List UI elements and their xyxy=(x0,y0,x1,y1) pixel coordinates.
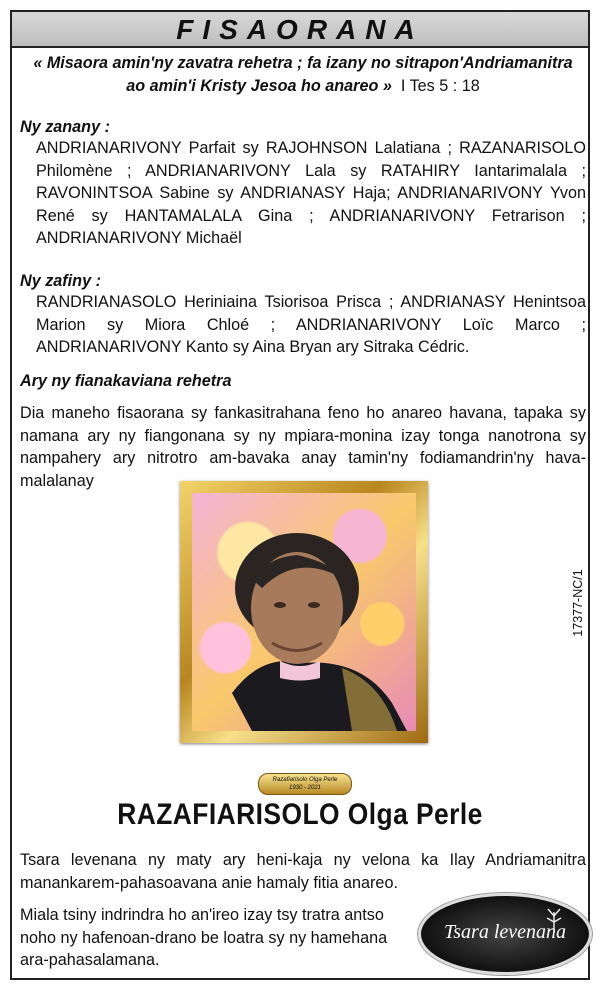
flower-icon xyxy=(539,904,569,934)
children-list: ANDRIANARIVONY Parfait sy RAJOHNSON Lalatiana ; RAZANARISOLO Philomène ; ANDRIANARIVONY Lala sy RATAHIRY Iantarimalala ; RAVONINTSOA Sabine sy ANDRIANASY Haja; ANDRIANARIVONY Yvon René sy HANTAMALALA Gina ; ANDRIANARIVONY Fetrarison ; ANDRIANARIVONY Michaël xyxy=(36,139,586,247)
deceased-name: RAZAFIARISOLO Olga Perle xyxy=(117,798,483,831)
reference-code: 17377-NC/1 xyxy=(571,569,585,637)
header-bar xyxy=(12,12,588,48)
portrait-photo xyxy=(192,493,416,731)
page-title: FISAORANA xyxy=(176,14,424,45)
logo-text: Tsara levenana xyxy=(443,921,567,943)
children-heading: Ny zanany : xyxy=(20,118,110,136)
plaque-name: Razafiarisolo Olga Perle xyxy=(272,777,338,783)
closing-paragraph-1: Tsara levenana ny maty ary heni-kaja ny velona ka Ilay Andriamanitra manankarem-pahasoavana anie hamaly fitia anareo. xyxy=(20,851,586,892)
family-heading: Ary ny fianakaviana rehetra xyxy=(20,372,232,390)
grandchildren-list: RANDRIANASOLO Heriniaina Tsiorisoa Prisca ; ANDRIANASY Henintsoa Marion sy Miora Chloé ; ANDRIANARIVONY Loïc Marco ; ANDRIANARIVONY Kanto sy Aina Bryan ary Sitraka Cédric. xyxy=(36,293,586,356)
portrait-figure xyxy=(192,493,416,731)
closing-paragraph-2: Miala tsiny indrindra ho an'ireo izay tsy tratra antso noho ny hafenoan-drano be loatra sy ny hamehana ara-pahasalamana. xyxy=(20,906,388,969)
bible-verse xyxy=(20,52,586,97)
name-plaque xyxy=(258,773,352,795)
plaque-years: 1930 - 2021 xyxy=(288,785,322,791)
thanks-paragraph: Dia maneho fisaorana sy fankasitrahana feno ho anareo havana, tapaka sy namana ary ny fiangonana sy ny mpiara-monina izay tonga nanotrona sy nampahery ary nitrotro am-bavaka anay tamin'ny fodiamandrin'ny hava-malalanay xyxy=(20,404,586,490)
verse-line-2-block xyxy=(20,75,586,98)
verse-line-1: « Misaora amin'ny zavatra rehetra ; fa izany no sitrapon'Andriamanitra xyxy=(33,54,573,72)
tsara-levenana-logo xyxy=(418,893,592,975)
verse-line-2: ao amin'i Kristy Jesoa ho anareo » xyxy=(126,76,392,95)
verse-reference: I Tes 5 : 18 xyxy=(400,76,480,95)
grandchildren-heading: Ny zafiny : xyxy=(20,272,101,290)
portrait-frame xyxy=(180,481,428,743)
